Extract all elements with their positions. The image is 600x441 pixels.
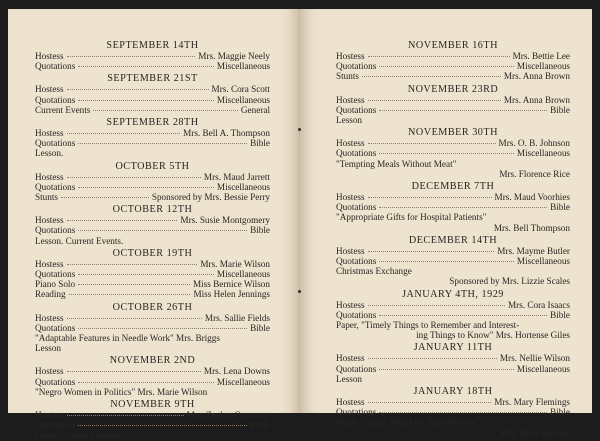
program-item-value: General [240, 104, 270, 115]
program-item-value: Miscellaneous [516, 61, 570, 72]
dotted-leader [368, 56, 510, 57]
program-item-value: Miscellaneous [216, 61, 270, 72]
program-row [35, 313, 270, 323]
meeting-section [35, 399, 270, 441]
meeting-date-heading: JANUARY 18TH [413, 386, 493, 398]
program-row [35, 366, 270, 376]
program-row [35, 410, 270, 420]
program-row [336, 353, 570, 363]
program-text-line: Mrs. Alice Holmes [500, 427, 570, 438]
program-item-label: Quotations [336, 309, 377, 320]
meeting-section [35, 355, 270, 397]
program-item-value: Miss Helen Jennings [193, 289, 270, 300]
program-item-label: Reading [35, 289, 66, 300]
program-item-value: Sponsored by Mrs. Bessie Perry [151, 192, 270, 203]
meeting-date-heading: OCTOBER 26TH [112, 301, 193, 313]
program-row [336, 61, 570, 71]
dotted-leader [379, 153, 514, 154]
program-row [35, 105, 270, 115]
dotted-leader [368, 402, 492, 403]
dotted-leader [368, 305, 505, 306]
meeting-date-heading: OCTOBER 19TH [112, 247, 193, 259]
program-text-line: Mrs. Florence Rice [499, 168, 570, 179]
program-item-label: Quotations [35, 138, 76, 149]
meeting-section [336, 235, 570, 287]
program-row [35, 215, 270, 225]
program-item-label: Hostess [35, 171, 64, 182]
dotted-leader [78, 425, 247, 426]
program-row [336, 407, 570, 417]
meeting-section [336, 127, 570, 179]
program-item-label: Quotations [35, 181, 76, 192]
dotted-leader [67, 220, 178, 221]
program-item-label: Hostess [35, 215, 64, 226]
meeting-date-heading: NOVEMBER 2ND [109, 355, 196, 367]
program-text-line: Lesson. Current Events. [35, 235, 124, 246]
meeting-date-heading: NOVEMBER 23RD [407, 83, 499, 95]
program-row [35, 420, 270, 430]
dotted-leader [78, 284, 190, 285]
dotted-leader [67, 371, 201, 372]
program-item-label: Stunts [336, 71, 359, 82]
meeting-date-heading: NOVEMBER 16TH [408, 40, 498, 51]
program-item-label: Quotations [336, 363, 377, 374]
program-item-value: Miscellaneous [516, 148, 570, 159]
program-item-label: Hostess [336, 138, 365, 149]
program-item-value: Bible [550, 104, 570, 115]
meeting-date-heading: SEPTEMBER 21ST [107, 73, 198, 85]
binding-stitch [298, 128, 301, 131]
program-row [336, 148, 570, 158]
program-item-label: Quotations [35, 420, 76, 431]
meeting-date-heading: NOVEMBER 30TH [408, 127, 498, 139]
program-item-value: Mrs. Susie Montgomery [180, 215, 270, 226]
program-row [35, 51, 270, 61]
program-item-value: Mrs. Maud Voorhies [494, 192, 570, 203]
program-item-label: Hostess [35, 51, 64, 61]
dotted-leader [78, 328, 247, 329]
program-item-label: Hostess [35, 258, 64, 269]
dotted-leader [379, 315, 547, 316]
program-row [336, 364, 570, 374]
dotted-leader [78, 382, 214, 383]
program-text-line: Lesson. [35, 148, 64, 159]
meeting-section [336, 386, 570, 438]
program-row [35, 269, 270, 279]
dotted-leader [67, 89, 209, 90]
dotted-leader [78, 143, 247, 144]
meeting-date-heading: OCTOBER 5TH [115, 160, 190, 172]
meeting-date-heading: SEPTEMBER 28TH [106, 117, 199, 129]
program-item-value: Bible [250, 138, 270, 149]
program-item-label: Quotations [35, 376, 76, 387]
program-item-value: Mrs. Mary Flemings [494, 397, 570, 408]
dotted-leader [78, 187, 214, 188]
dotted-leader [368, 251, 495, 252]
program-row [35, 259, 270, 269]
dotted-leader [379, 261, 514, 262]
program-text-line: "Tempting Meals Without Meat" [336, 158, 457, 169]
program-text-line: "Adaptable Features in Needle Work" Mrs. Briggs [35, 333, 220, 344]
program-item-value: Mrs. Anna Brown [503, 94, 570, 105]
program-item-label: Quotations [336, 407, 377, 418]
program-item-label: Hostess [35, 84, 64, 95]
program-text-line: Lesson [336, 373, 363, 384]
program-row [35, 323, 270, 333]
dotted-leader [67, 133, 181, 134]
program-item-label: Stunts [35, 192, 58, 203]
program-text-line: "Appropriate Gifts for Hospital Patients" [336, 212, 487, 223]
program-row [336, 95, 570, 105]
program-item-label: Quotations [336, 104, 377, 115]
left-page [8, 9, 300, 441]
program-item-value: Miss Bernice Wilson [192, 279, 270, 290]
program-text-line: ing Things to Know" Mrs. Hortense Giles [416, 330, 570, 341]
program-text-line: Lesson. Current Events. [35, 430, 124, 441]
dotted-leader [78, 274, 214, 275]
program-item-value: Mrs. Marie Wilson [200, 258, 270, 269]
dotted-leader [379, 207, 547, 208]
program-row [336, 202, 570, 212]
program-row [35, 95, 270, 105]
program-item-label: Current Events [35, 104, 91, 115]
program-row [35, 182, 270, 192]
meeting-section [35, 40, 270, 71]
program-item-value: Mrs. Mayme Butler [497, 245, 570, 256]
program-text-line: Christmas Exchange [336, 266, 412, 277]
dotted-leader [78, 100, 214, 101]
dotted-leader [368, 100, 501, 101]
program-item-value: Bible [250, 225, 270, 236]
meeting-section [336, 84, 570, 126]
program-item-value: Miscellaneous [516, 363, 570, 374]
program-row [35, 225, 270, 235]
dotted-leader [61, 197, 149, 198]
dotted-leader [93, 110, 238, 111]
program-item-value: Mrs. Zephra Carraway [186, 410, 270, 421]
program-row [336, 105, 570, 115]
program-item-label: Quotations [35, 225, 76, 236]
dotted-leader [379, 369, 514, 370]
meeting-section [35, 117, 270, 159]
dotted-leader [67, 56, 196, 57]
program-row [336, 71, 570, 81]
program-row [336, 51, 570, 61]
meeting-section [35, 161, 270, 203]
right-program-column [336, 40, 570, 438]
program-text-line: Lesson [35, 343, 62, 354]
program-item-label: Quotations [336, 256, 377, 267]
program-text-line: "Negro Women in Politics" Mrs. Marie Wilson [35, 386, 208, 397]
dotted-leader [362, 76, 501, 77]
program-item-label: Hostess [336, 353, 365, 364]
dotted-leader [379, 110, 547, 111]
program-item-value: Mrs. Anna Brown [503, 71, 570, 82]
program-item-label: Hostess [35, 312, 64, 323]
dotted-leader [67, 415, 184, 416]
program-item-label: Hostess [336, 397, 365, 408]
meeting-date-heading: NOVEMBER 9TH [110, 399, 195, 411]
program-row [35, 377, 270, 387]
program-row [336, 192, 570, 202]
meeting-date-heading: OCTOBER 12TH [112, 204, 193, 216]
meeting-section [35, 73, 270, 115]
program-item-label: Hostess [336, 299, 365, 310]
program-item-label: Hostess [35, 128, 64, 139]
meeting-date-heading: SEPTEMBER 14TH [106, 40, 199, 51]
meeting-date-heading: JANUARY 4TH, 1929 [402, 288, 504, 300]
program-item-value: Mrs. Lena Downs [203, 366, 270, 377]
program-row [336, 138, 570, 148]
program-item-label: Quotations [336, 202, 377, 213]
program-row [336, 310, 570, 320]
program-row [35, 61, 270, 71]
program-row [336, 256, 570, 266]
program-row [35, 138, 270, 148]
left-program-column [35, 40, 270, 441]
program-item-value: Mrs. Maud Jarrett [203, 171, 270, 182]
meeting-section [35, 302, 270, 354]
program-text-line: Mrs. Bell Thompson [493, 222, 570, 233]
program-item-value: Bible [550, 202, 570, 213]
program-item-value: Mrs. Bettie Lee [512, 51, 570, 61]
program-item-label: Quotations [35, 61, 76, 72]
program-item-value: Mrs. Cora Isaacs [508, 299, 570, 310]
program-row [35, 84, 270, 94]
binding-stitch [298, 290, 301, 293]
program-item-value: Mrs. Maggie Neely [198, 51, 270, 61]
dotted-leader [368, 358, 497, 359]
dotted-leader [67, 264, 198, 265]
program-item-value: Miscellaneous [216, 269, 270, 280]
program-text-line: Sponsored by Mrs. Lizzie Scales [449, 276, 570, 287]
program-row [35, 172, 270, 182]
program-item-value: Mrs. Bell A. Thompson [183, 128, 270, 139]
program-item-label: Piano Solo [35, 279, 76, 290]
meeting-date-heading: JANUARY 11TH [413, 342, 493, 354]
dotted-leader [368, 143, 496, 144]
program-item-label: Quotations [35, 94, 76, 105]
program-item-value: Mrs. Cora Scott [211, 84, 270, 95]
dotted-leader [67, 177, 201, 178]
meeting-date-heading: DECEMBER 7TH [411, 181, 495, 193]
program-row [336, 246, 570, 256]
program-item-value: Miscellaneous [216, 94, 270, 105]
program-item-value: Miscellaneous [216, 376, 270, 387]
program-item-label: Quotations [35, 322, 76, 333]
program-text-line: Paper, "Quick Meals for Busy Women" [336, 417, 481, 428]
dotted-leader [78, 230, 247, 231]
program-item-label: Quotations [336, 61, 377, 72]
meeting-section [336, 342, 570, 384]
program-item-value: Bible [250, 420, 270, 431]
program-item-value: Bible [250, 322, 270, 333]
program-item-label: Hostess [35, 410, 64, 421]
program-item-label: Quotations [336, 148, 377, 159]
program-text-line: Lesson [336, 115, 363, 126]
meeting-section [35, 248, 270, 300]
meeting-section [336, 289, 570, 341]
program-item-value: Mrs. Sallie Fields [204, 312, 270, 323]
program-row [336, 397, 570, 407]
program-item-value: Bible [550, 407, 570, 418]
dotted-leader [379, 412, 547, 413]
program-item-value: Miscellaneous [216, 181, 270, 192]
program-item-label: Hostess [336, 192, 365, 203]
program-item-label: Quotations [35, 269, 76, 280]
dotted-leader [368, 197, 492, 198]
meeting-date-heading: DECEMBER 14TH [408, 234, 498, 246]
program-item-value: Bible [550, 309, 570, 320]
program-item-value: Miscellaneous [516, 256, 570, 267]
program-item-label: Hostess [336, 245, 365, 256]
dotted-leader [67, 318, 202, 319]
program-row [336, 300, 570, 310]
program-item-label: Hostess [336, 94, 365, 105]
program-row [35, 289, 270, 299]
program-row [35, 279, 270, 289]
program-item-value: Mrs. Nellie Wilson [499, 353, 570, 364]
meeting-section [35, 204, 270, 246]
program-row [35, 192, 270, 202]
dotted-leader [69, 294, 191, 295]
program-row [35, 128, 270, 138]
program-item-label: Hostess [35, 366, 64, 377]
right-page [300, 9, 592, 438]
program-text-line: Paper, "Timely Things to Remember and Interest- [336, 320, 520, 331]
meeting-section [336, 181, 570, 233]
program-item-label: Hostess [336, 51, 365, 61]
dotted-leader [379, 66, 514, 67]
dotted-leader [78, 66, 214, 67]
program-item-value: Mrs. O. B. Johnson [498, 138, 570, 149]
meeting-section [336, 40, 570, 82]
